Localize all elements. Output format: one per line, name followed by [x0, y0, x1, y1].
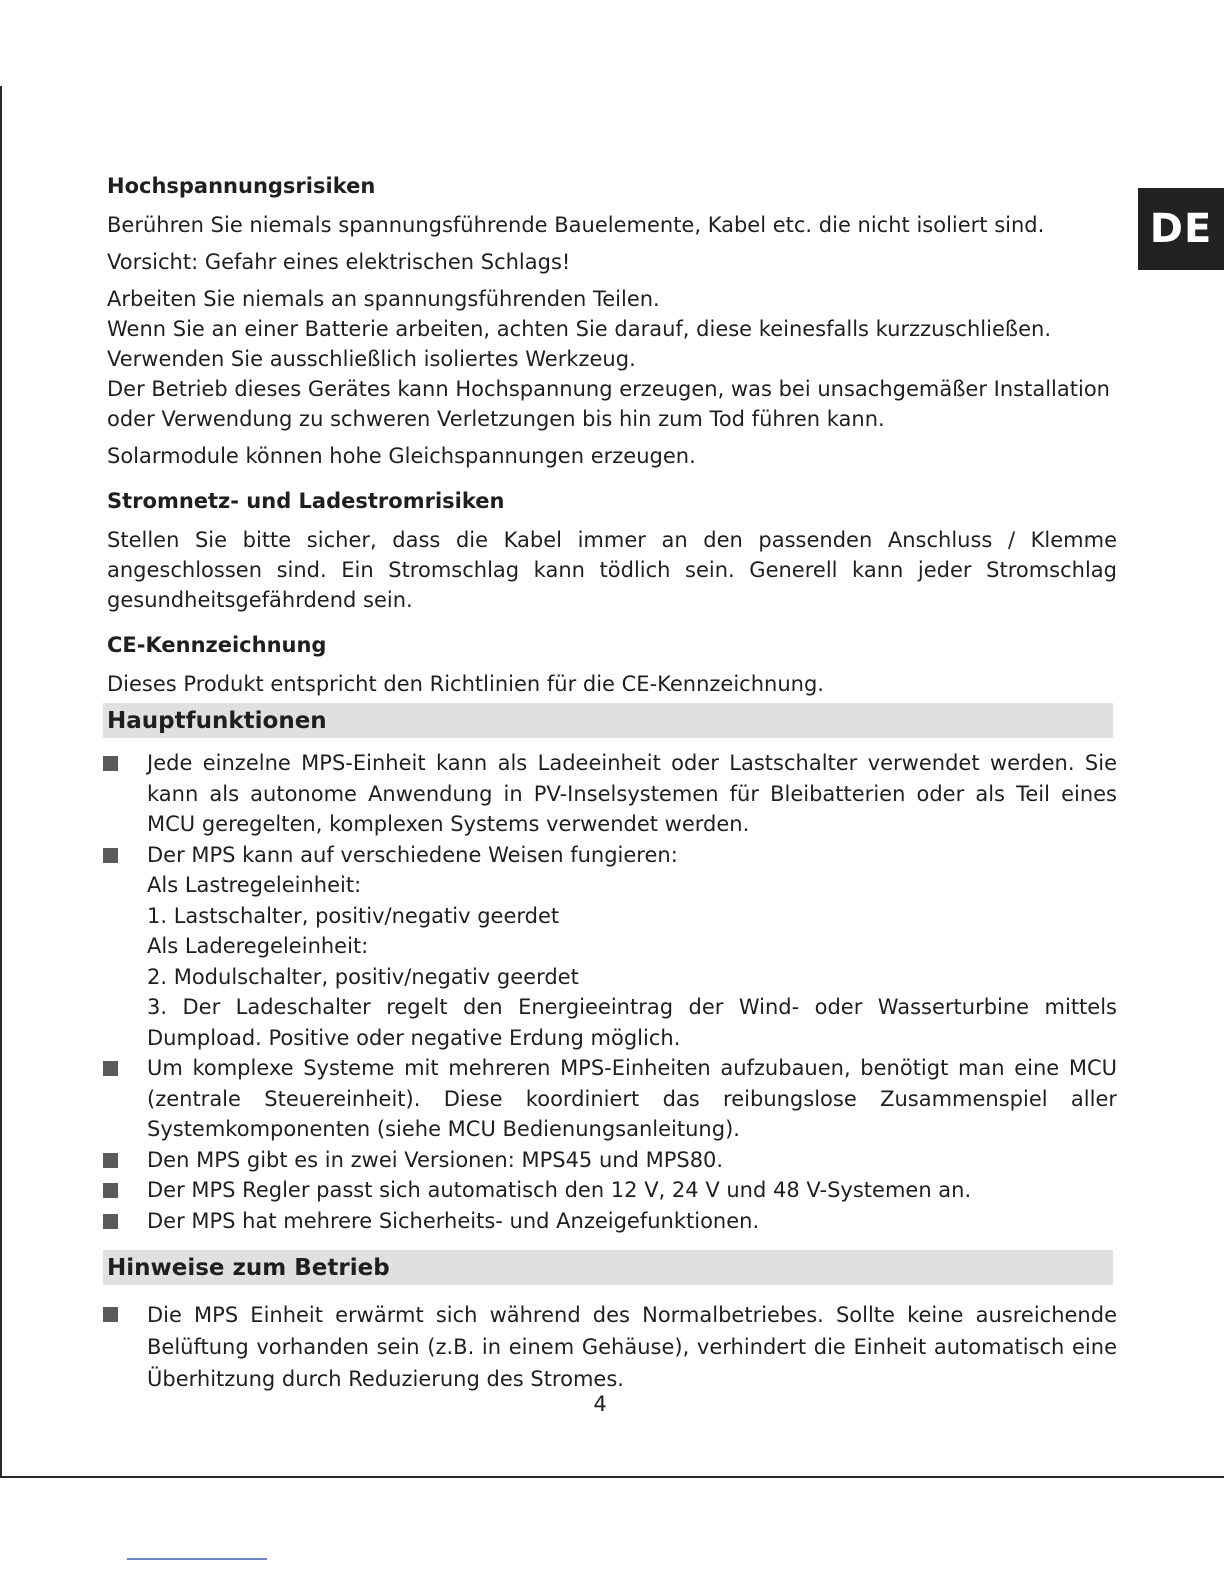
text-line: Verwenden Sie ausschließlich isoliertes Werkzeug. — [107, 347, 636, 371]
bullet-list-betrieb — [107, 1299, 1117, 1395]
crop-mark-bottom — [0, 1476, 1224, 1478]
heading-hochspannungsrisiken: Hochspannungsrisiken — [107, 174, 376, 198]
text-line: Solarmodule können hohe Gleichspannungen erzeugen. — [107, 444, 696, 468]
list-item-text: Den MPS gibt es in zwei Versionen: MPS45 und MPS80. — [147, 1147, 724, 1172]
list-item-text: Der MPS Regler passt sich automatisch den 12 V, 24 V und 48 V-Systemen an. — [147, 1178, 972, 1202]
text-line: Vorsicht: Gefahr eines elektrischen Schlags! — [107, 250, 571, 274]
text-line: Berühren Sie niemals spannungsführende Bauelemente, Kabel etc. die nicht isoliert sind. — [107, 213, 1045, 237]
bullet-list-hauptfunktionen — [107, 748, 1117, 1236]
list-item-text: Der MPS kann auf verschiedene Weisen fungieren: — [147, 842, 678, 867]
bullet-square-icon — [103, 1153, 118, 1168]
list-item-text: Um komplexe Systeme mit mehreren MPS-Einheiten aufzubauen, benötigt man eine MCU (zentrale Steuereinheit). Diese koordiniert das reibungslose Zusammenspiel aller Systemkomponenten (siehe MCU Bedienungsanleitung). — [147, 1056, 1117, 1141]
heading-ce-kennzeichnung: CE-Kennzeichnung — [107, 633, 327, 657]
text-line: Arbeiten Sie niemals an spannungsführenden Teilen. — [107, 287, 660, 311]
list-item-text: Der MPS hat mehrere Sicherheits- und Anzeigefunktionen. — [147, 1208, 760, 1233]
list-subitem: 2. Modulschalter, positiv/negativ geerdet — [147, 964, 579, 989]
crop-mark-left — [0, 86, 2, 1478]
text-line: Der Betrieb dieses Gerätes kann Hochspannung erzeugen, was bei unsachgemäßer Installation oder Verwendung zu schweren Verletzungen bis hin zum Tod führen kann. — [107, 377, 1110, 431]
bullet-square-icon — [103, 1307, 118, 1322]
list-item — [107, 1206, 1117, 1237]
bullet-square-icon — [103, 756, 118, 771]
list-item — [107, 840, 1117, 1054]
list-item-text: Jede einzelne MPS-Einheit kann als Ladeeinheit oder Lastschalter verwendet werden. Sie kann als autonome Anwendung in PV-Inselsystemen für Bleibatterien oder als Teil eines MCU geregelten, komplexen Systems verwendet werden. — [147, 751, 1117, 836]
bullet-square-icon — [103, 848, 118, 863]
section-bar-hauptfunktionen: Hauptfunktionen — [103, 703, 1113, 738]
bullet-square-icon — [103, 1061, 118, 1076]
page-number: 4 — [593, 1392, 607, 1416]
list-item-text: Die MPS Einheit erwärmt sich während des Normalbetriebes. Sollte keine ausreichende Belüftung vorhanden sein (z.B. in einem Gehäuse), verhindert die Einheit automatisch eine Überhitzung durch Reduzierung des Stromes. — [147, 1303, 1117, 1391]
list-item — [107, 1145, 1117, 1176]
list-subitem: 1. Lastschalter, positiv/negativ geerdet — [147, 903, 560, 928]
section-bar-hinweise-betrieb: Hinweise zum Betrieb — [103, 1250, 1113, 1285]
list-item — [107, 1175, 1117, 1206]
list-item — [107, 748, 1117, 840]
list-item — [107, 1053, 1117, 1145]
page-content — [107, 172, 1117, 1395]
list-subitem: Als Lastregeleinheit: — [147, 873, 362, 897]
language-tab: DE — [1138, 188, 1224, 270]
text-line: Wenn Sie an einer Batterie arbeiten, achten Sie darauf, diese keinesfalls kurzzuschließen. — [107, 317, 1051, 341]
list-subitem: Als Laderegeleinheit: — [147, 934, 369, 958]
paragraph-stromnetz: Stellen Sie bitte sicher, dass die Kabel immer an den passenden Anschluss / Klemme angeschlossen sind. Ein Stromschlag kann tödlich sein. Generell kann jeder Stromschlag gesundheitsgefährdend sein. — [107, 528, 1117, 612]
bullet-square-icon — [103, 1183, 118, 1198]
decorative-blue-line — [127, 1558, 267, 1560]
bullet-square-icon — [103, 1214, 118, 1229]
paragraph-ce: Dieses Produkt entspricht den Richtlinien für die CE-Kennzeichnung. — [107, 672, 824, 696]
heading-stromnetz: Stromnetz- und Ladestromrisiken — [107, 489, 505, 513]
list-subitem: 3. Der Ladeschalter regelt den Energieeintrag der Wind- oder Wasserturbine mittels Dumpload. Positive oder negative Erdung möglich. — [147, 995, 1117, 1050]
list-item — [107, 1299, 1117, 1395]
